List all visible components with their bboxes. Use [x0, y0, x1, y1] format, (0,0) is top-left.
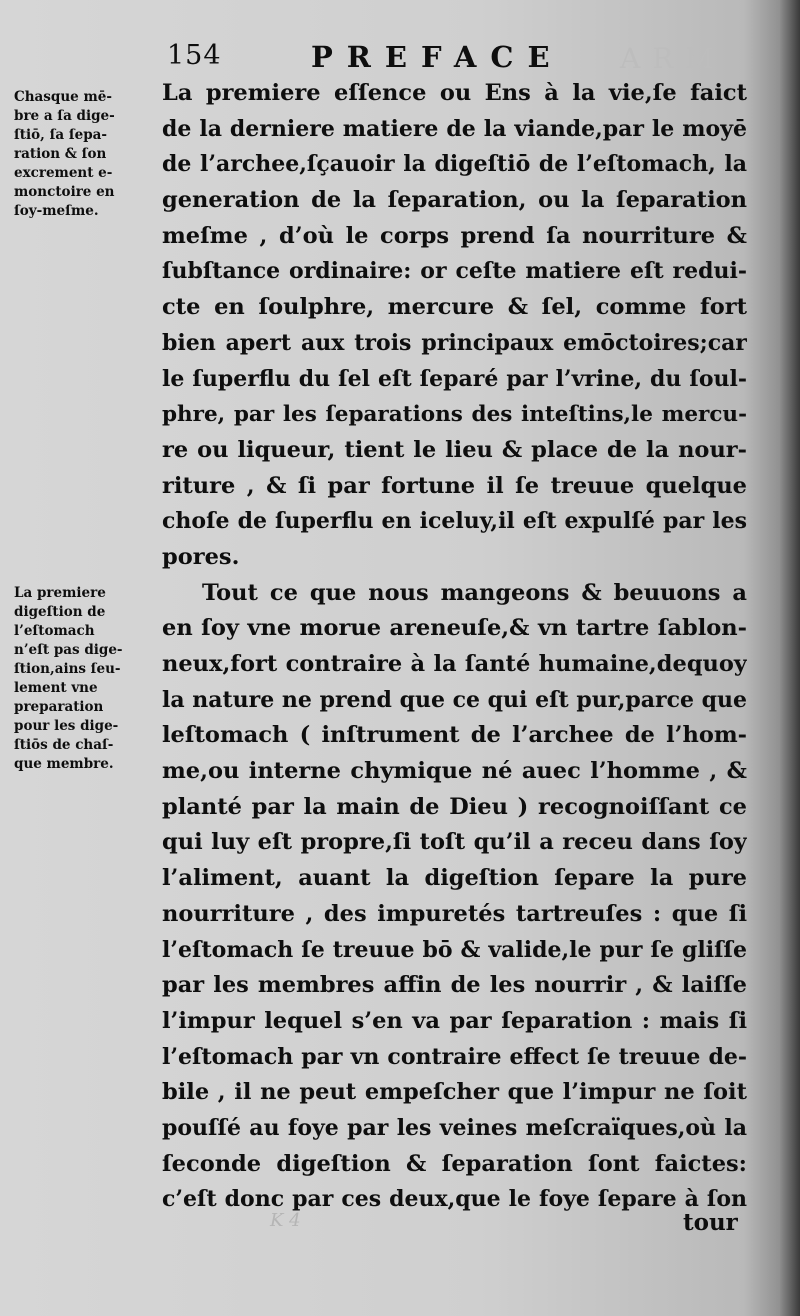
text-line: bien apert aux trois principaux emōctoires;car [162, 329, 747, 356]
catchword: tour [683, 1209, 738, 1236]
paragraph-2 [162, 576, 747, 1218]
marginal-line: Chasque mē- [14, 89, 112, 105]
text-line: Tout ce que nous mangeons & beuuons a [202, 579, 747, 606]
text-line: de la derniere matiere de la viande,par le moyē [162, 115, 747, 142]
text-line: riture , & ſi par fortune il ſe treuue quelque [162, 472, 747, 499]
bleed-through-text: ARM [620, 42, 726, 75]
marginal-line: ſoy-meſme. [14, 203, 99, 219]
marginal-line: bre a ſa dige- [14, 108, 115, 124]
text-line: re ou liqueur, tient le lieu & place de la nour- [162, 436, 747, 463]
page-number: 154 [167, 40, 222, 71]
page-edge-shadow [780, 0, 800, 1316]
marginal-line: ſtiōs de chaſ- [14, 737, 114, 753]
text-line: planté par la main de Dieu ) recognoiſſant ce [162, 793, 747, 820]
marginal-line: ration & ſon [14, 146, 107, 162]
text-line: par les membres affin de les nourrir , & laiſſe [162, 972, 747, 999]
text-line: bile , il ne peut empeſcher que l’impur ne ſoit [162, 1079, 747, 1106]
text-line: la nature ne prend que ce qui eſt pur,parce que [162, 686, 747, 713]
text-line: l’impur lequel s’en va par ſeparation : mais ſi [162, 1007, 747, 1034]
marginal-line: n’eſt pas dige- [14, 642, 123, 658]
marginal-line: preparation [14, 699, 104, 715]
marginal-note-1 [14, 88, 164, 221]
text-line: l’eſtomach ſe treuue bō & valide,le pur ſe gliſſe [162, 936, 747, 963]
text-line: ſubſtance ordinaire: or ceſte matiere eſt redui- [162, 258, 747, 285]
paragraph-1 [162, 76, 747, 576]
text-line: l’eſtomach par vn contraire effect ſe treuue de- [162, 1043, 747, 1070]
text-line: meſme , d’où le corps prend ſa nourriture & [162, 222, 747, 249]
text-line: le ſuperflu du ſel eſt ſeparé par l’vrine, du ſoul- [162, 365, 747, 392]
marginal-line: excrement e- [14, 165, 113, 181]
text-line: ſeconde digeſtion & ſeparation ſont faictes: [162, 1150, 747, 1177]
text-line: me,ou interne chymique né auec l’homme , & [162, 758, 747, 785]
text-line: leſtomach ( inſtrument de l’archee de l’hom- [162, 722, 747, 749]
text-line: pouſſé au foye par les veines meſcraïques,où la [162, 1114, 747, 1141]
text-line: de l’archee,ſçauoir la digeſtiō de l’eſtomach, la [162, 151, 747, 178]
body-text [162, 76, 747, 1218]
text-line: La premiere eſſence ou Ens à la vie,ſe faict [162, 80, 747, 106]
page-header [0, 40, 800, 76]
text-line: pores. [162, 543, 240, 570]
marginal-line: La premiere [14, 585, 106, 601]
text-line: cte en ſoulphre, mercure & ſel, comme fort [162, 294, 747, 321]
marginal-line: digeſtion de [14, 604, 106, 620]
marginal-line: lement vne [14, 680, 98, 696]
marginal-note-2 [14, 584, 164, 774]
text-line: c’eſt donc par ces deux,que le foye ſepare à ſon [162, 1186, 747, 1213]
text-line: neux,fort contraire à la ſanté humaine,dequoy [162, 651, 747, 677]
running-title: PREFACE [311, 40, 564, 74]
signature-mark: K 4 [270, 1210, 301, 1231]
text-line: l’aliment, auant la digeſtion ſepare la pure [162, 865, 747, 892]
marginal-line: ſtion,ains ſeu- [14, 661, 121, 677]
text-line: phre, par les ſeparations des inteſtins,le mercu- [162, 402, 747, 428]
marginal-line: ſtiō, ſa ſepa- [14, 127, 108, 143]
marginal-line: que membre. [14, 756, 114, 772]
marginal-line: l’eſtomach [14, 623, 95, 639]
text-line: en ſoy vne morue areneuſe,& vn tartre ſablon- [162, 615, 747, 642]
text-line: choſe de ſuperflu en iceluy,il eſt expulſé par les [162, 508, 747, 535]
marginal-line: monctoire en [14, 184, 115, 200]
text-line: generation de la ſeparation, ou la ſeparation [162, 187, 747, 214]
marginal-line: pour les dige- [14, 718, 119, 734]
text-line: nourriture , des impuretés tartreuſes : que ſi [162, 900, 747, 927]
text-line: qui luy eſt propre,ſi toſt qu’il a receu dans ſoy [162, 829, 747, 856]
